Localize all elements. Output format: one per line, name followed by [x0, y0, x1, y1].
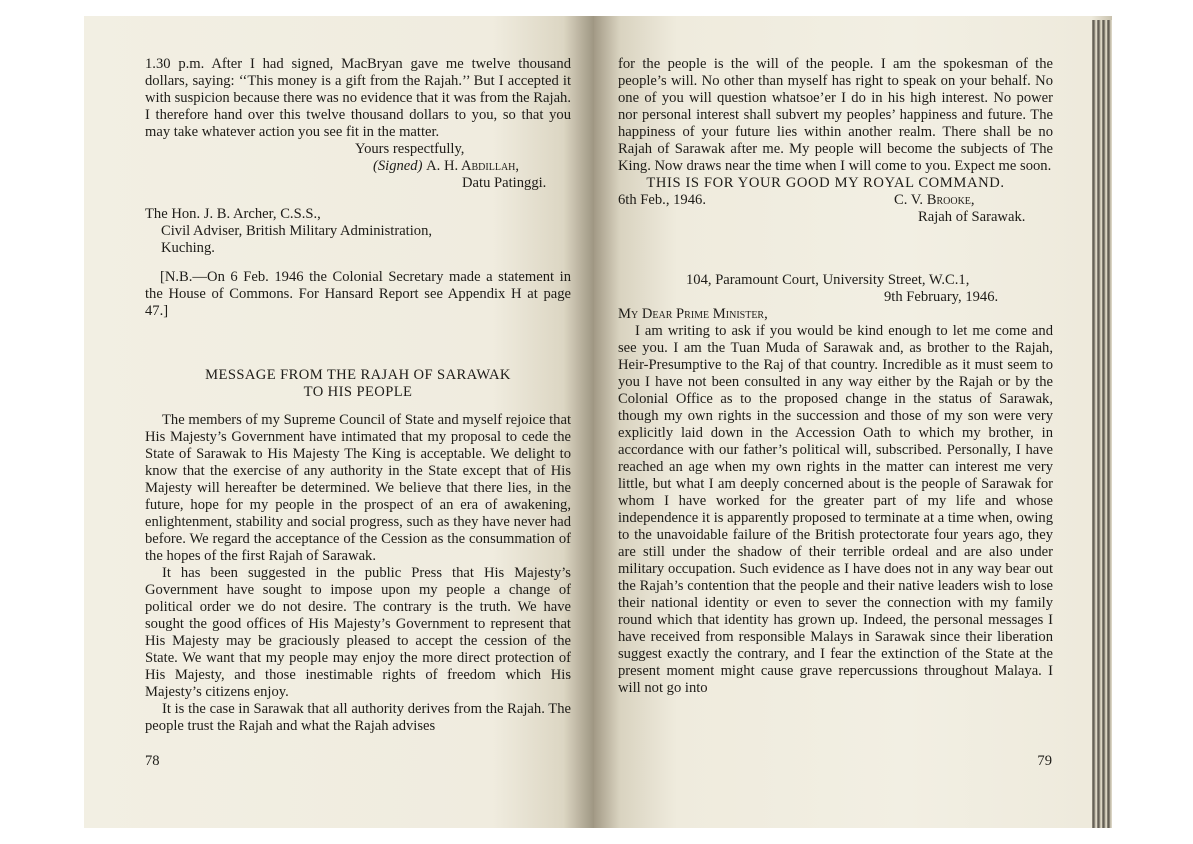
signed-title: Datu Patinggi. [462, 175, 547, 191]
section-heading [145, 367, 571, 401]
letter-address [618, 272, 1053, 306]
salutation: My Dear Prime Minister, [618, 306, 768, 322]
signed-prefix: (Signed) [373, 158, 423, 174]
signature-block [145, 141, 571, 192]
right-page [594, 16, 1112, 828]
left-paragraph-2: The members of my Supreme Council of State and myself rejoice that His Majesty’s Government have intimated that my proposal to cede the State of Sarawak to His Majesty The King is acceptable. We delight to know that the exercise of any authority in the State except that of His Majesty will hereafter be determined. We believe that there lies, in the future, hope for my people in the prospect of an era of awakening, enlightenment, stability and social progress, such as they have never had before. We regard the acceptance of the Cession as the consummation of the hopes of the first Rajah of Sarawak. [145, 412, 571, 564]
left-page [84, 16, 594, 828]
left-page-text [145, 56, 571, 735]
heading-line-2: TO HIS PEOPLE [303, 384, 413, 400]
right-paragraph-2: I am writing to ask if you would be kind enough to let me come and see you. I am the Tuan Muda of Sarawak and, as brother to the Rajah, Heir-Presumptive to the Raj of that country. Incredible as it must seem to you I have not been consulted in any way either by the Rajah or by the Colonial Office as to the proposed change in the status of Sarawak, though my own rights in the succession and those of my son were very explicitly laid down in the Accession Oath to which my brother, in accordance with our father’s political will, subscribed. Personally, I have reached an age when my own rights in the matter can interest me very little, but what I am deeply concerned about is the people of Sarawak for whom I have worked for the greater part of my life and whose independence it is apparently proposed to terminate at a time when, owing to the unavoidable failure of the British protectorate four years ago, they are still under the shadow of their terrible ordeal and are also under military occupation. Such evidence as I have does not in any way bear out the Rajah’s contention that the people and their native leaders wish to lose their national identity or even to sever the connection with my family round which that identity has grown up. Indeed, the personal messages I have received from responsible Malays in Sarawak since their liberation suggest exactly the contrary, and I fear the extinction of the State at the present moment might cause grave repercussions throughout Malaya. I will not go into [618, 323, 1053, 696]
recipient-address [145, 206, 571, 257]
left-paragraph-1: 1.30 p.m. After I had signed, MacBryan gave me twelve thousand dollars, saying: ‘‘This money is a gift from the Rajah.’’ But I accepted it with suspicion because there was no evidence that it was from the Rajah. I therefore hand over this twelve thousand dollars to you, so that you may take whatever action you see fit in the matter. [145, 56, 571, 140]
left-paragraph-4: It is the case in Sarawak that all authority derives from the Rajah. The people trust the Rajah and what the Rajah advises [145, 701, 571, 734]
heading-line-1: MESSAGE FROM THE RAJAH OF SARAWAK [205, 367, 511, 383]
closing: Yours respectfully, [355, 141, 465, 157]
right-paragraph-1: for the people is the will of the people. I am the spokesman of the people’s will. No other than myself has right to speak on your behalf. No one of you will question whatsoe’er I do in his high interest. No power nor personal interest shall subvert my peoples’ happiness and future. The happiness of your future lies within another realm. There shall be no Rajah of Sarawak after me. My people will become the subjects of The King. Now draws near the time when I will come to you. Expect me soon. [618, 56, 1053, 174]
signer-name: C. V. Brooke, [894, 192, 975, 208]
editorial-note: [N.B.—On 6 Feb. 1946 the Colonial Secretary made a statement in the House of Commons. For Hansard Report see Appendix H at page 47.] [145, 269, 571, 319]
right-page-text [618, 56, 1053, 697]
rajah-signature-row [618, 192, 1053, 209]
royal-command: THIS IS FOR YOUR GOOD MY ROYAL COMMAND. [646, 175, 1005, 191]
signed-line [145, 158, 571, 175]
address-line-2: Civil Adviser, British Military Administration, [161, 223, 433, 239]
address-line-1: The Hon. J. B. Archer, C.S.S., [145, 206, 321, 222]
letter-address-line: 104, Paramount Court, University Street, W.C.1, [686, 272, 970, 288]
signed-name: A. H. Abdillah, [426, 158, 520, 174]
message-date: 6th Feb., 1946. [618, 192, 706, 208]
page-number-left: 78 [145, 753, 160, 769]
page-stack-edge [1092, 20, 1112, 828]
signer-title: Rajah of Sarawak. [918, 209, 1026, 225]
address-line-3: Kuching. [161, 240, 215, 256]
left-paragraph-3: It has been suggested in the public Press that His Majesty’s Government have sought to impose upon my people a change of political order we do not desire. The contrary is the truth. We have sought the good offices of His Majesty’s Government to represent that His Majesty may be graciously pleased to accept the cession of the State. We want that my people may enjoy the more direct protection of His Majesty, and those inestimable rights of freedom which His Majesty’s citizens enjoy. [145, 565, 571, 700]
page-number-right: 79 [1037, 753, 1052, 769]
letter-date: 9th February, 1946. [884, 289, 999, 305]
